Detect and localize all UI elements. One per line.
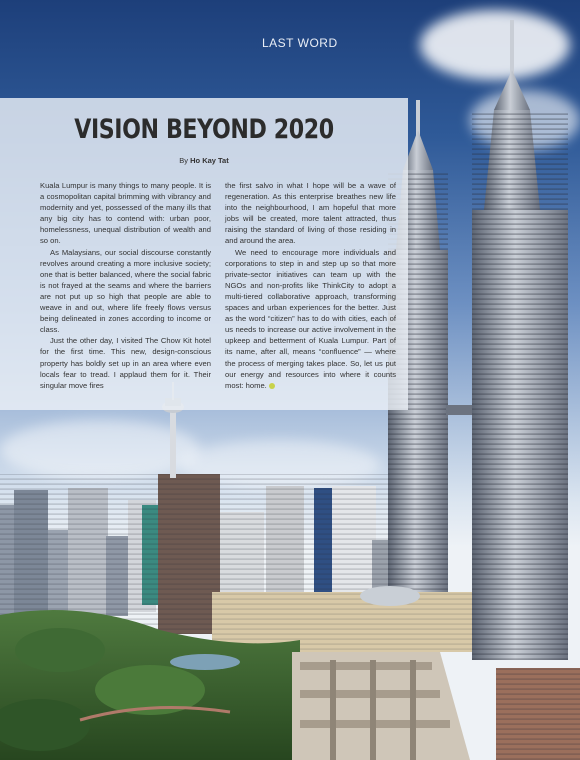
article-column-2 xyxy=(225,180,396,391)
right-foreground-building xyxy=(496,668,580,760)
paragraph: Kuala Lumpur is many things to many people. It is a cosmopolitan capital brimming with vibrancy and modernity and yet, possessed of the many ills that any big city has to contend with: urban poor, homelessness, unequal distribution of wealth and so on. xyxy=(40,181,211,246)
paragraph xyxy=(225,247,396,391)
skybridge xyxy=(446,405,476,415)
paragraph-text: We need to encourage more individuals and corporations to step in and step up so that more private-sector initiatives can team up with the NGOs and non-profits like ThinkCity to adopt a multi-tiered collaborative approach, transforming spaces and urban experiences for the better. Just as the word “citizen” has to do with cities, each of us needs to increase our active involvement in the upkeep and betterment of Kuala Lumpur. Part of its name, after all, means “confluence” — where the process of merging takes place. So, let us put our energy and resources into where it counts most: home. xyxy=(225,247,396,390)
foreground-building xyxy=(292,652,470,760)
end-mark-icon xyxy=(269,383,275,389)
article-body xyxy=(40,180,396,391)
byline-prefix: By xyxy=(179,156,189,165)
section-label: LAST WORD xyxy=(262,36,338,50)
article-title: VISION BEYOND 2020 xyxy=(74,114,334,145)
klcc-mall xyxy=(212,586,472,652)
byline xyxy=(0,156,408,165)
paragraph: As Malaysians, our social discourse constantly revolves around creating a more inclusive society; one that is better balanced, where the social fabric is not frayed at the seams and where the barriers are not put up so high that people are able to weave in and out, where life freely flows versus being delineated in zones according to income or class. xyxy=(40,247,211,335)
paragraph: the first salvo in what I hope will be a wave of regeneration. As this enterprise breathes new life into the neighbourhood, I am hopeful that more jobs will be created, more talent attracted, thus raising the standard of living of those residing in and around the area. xyxy=(225,181,396,246)
author-name: Ho Kay Tat xyxy=(190,156,229,165)
paragraph: Just the other day, I visited The Chow Kit hotel for the first time. This new, design-conscious property has boldly set up in an area where even locals fear to tread. I applaud them for it. Their singular move fires xyxy=(40,336,211,390)
petronas-tower-right xyxy=(472,20,568,660)
article-column-1 xyxy=(40,180,211,391)
